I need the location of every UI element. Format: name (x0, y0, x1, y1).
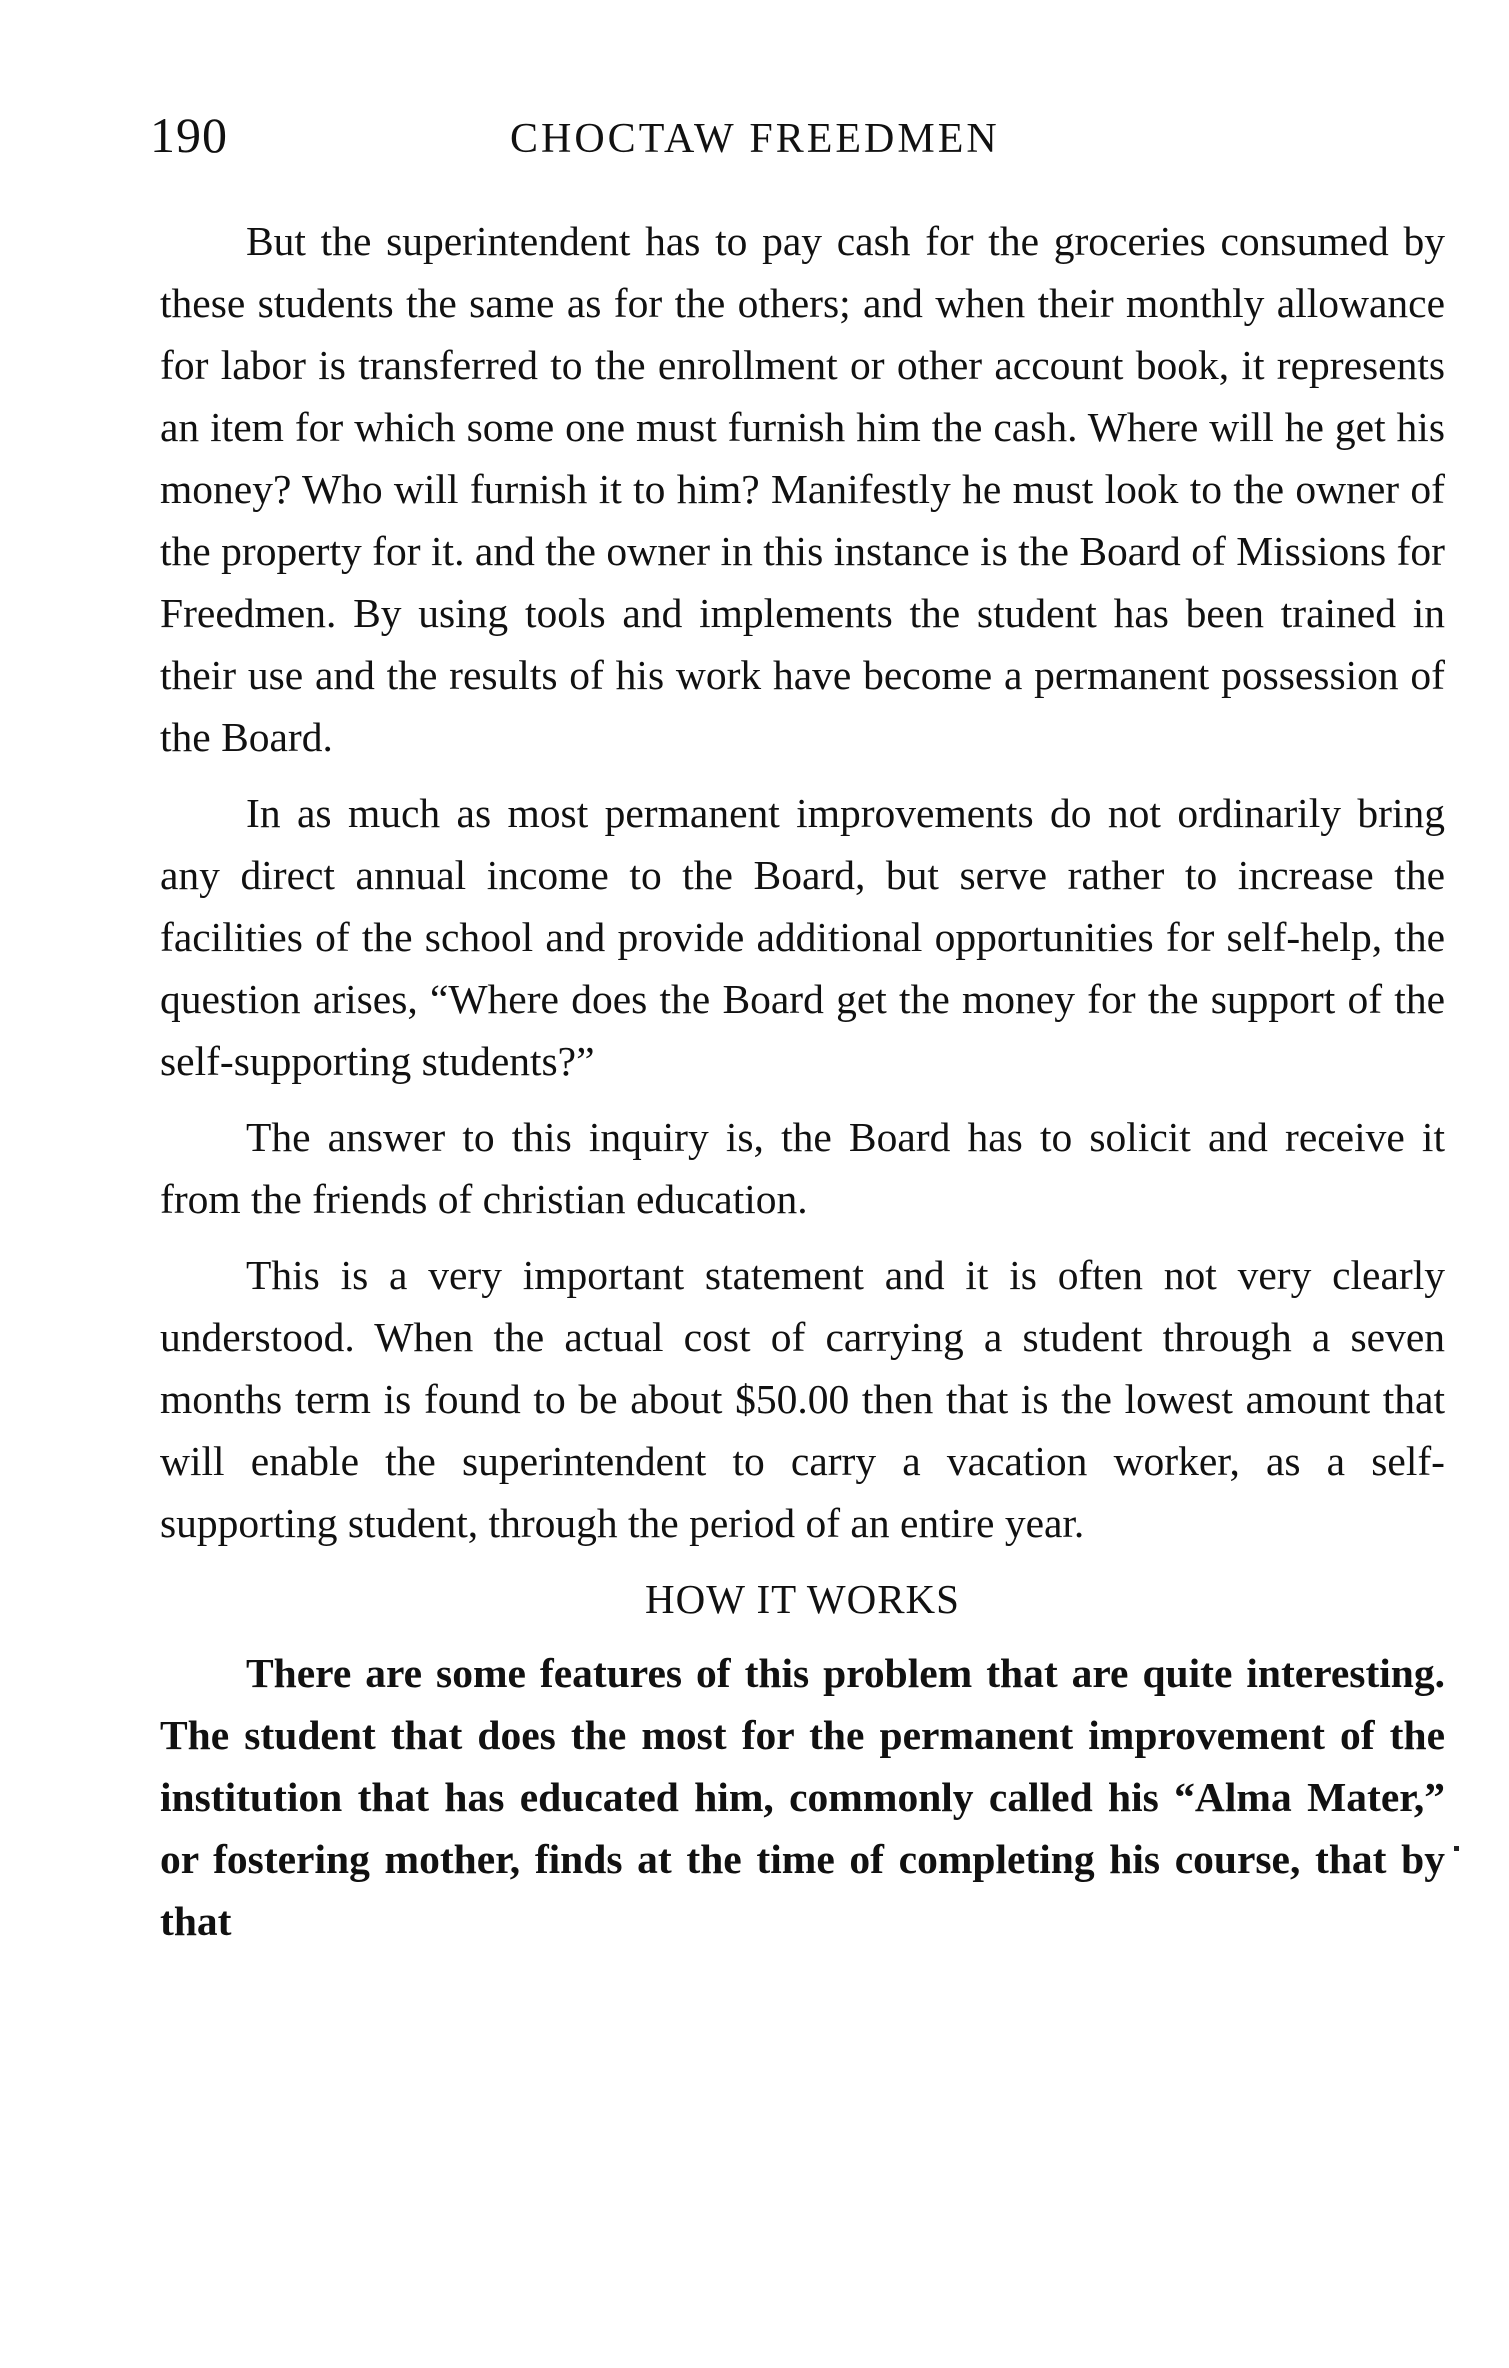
section-heading: HOW IT WORKS (645, 1576, 960, 1622)
body-text (160, 210, 1445, 1966)
paragraph-3: The answer to this inquiry is, the Board has to solicit and receive it from the friends of christian education. (160, 1114, 1445, 1222)
running-head-title: CHOCTAW FREEDMEN (510, 116, 1000, 162)
section-paragraph: There are some features of this problem that are quite interesting. The student that does the most for the permanent improvement of the institution that has educated him, commonly called his “Alma Mater,” or fostering mother, finds at the time of completing his course, that by that (160, 1650, 1445, 1944)
paragraph-1: But the superintendent has to pay cash for the groceries consumed by these students the same as for the others; and when their monthly allowance for labor is transferred to the enrollment or other account book, it represents an item for which some one must furnish him the cash. Where will he get his money? Who will furnish it to him? Manifestly he must look to the owner of the property for it. and the owner in this instance is the Board of Missions for Freedmen. By using tools and implements the student has been trained in their use and the results of his work have become a permanent possession of the Board. (160, 218, 1445, 760)
paragraph-2: In as much as most permanent improvements do not ordinarily bring any direct annual income to the Board, but serve rather to increase the facilities of the school and provide additional opportunities for self-help, the question arises, “Where does the Board get the money for the support of the self-supporting students?” (160, 790, 1445, 1084)
paragraph-4: This is a very important statement and it is often not very clearly understood. When the actual cost of carrying a student through a seven months term is found to be about $50.00 then that is the lowest amount that will enable the superintendent to carry a vacation worker, as a self-supporting student, through the period of an entire year. (160, 1252, 1445, 1546)
margin-mark (1454, 1846, 1459, 1851)
page-number: 190 (150, 107, 228, 163)
